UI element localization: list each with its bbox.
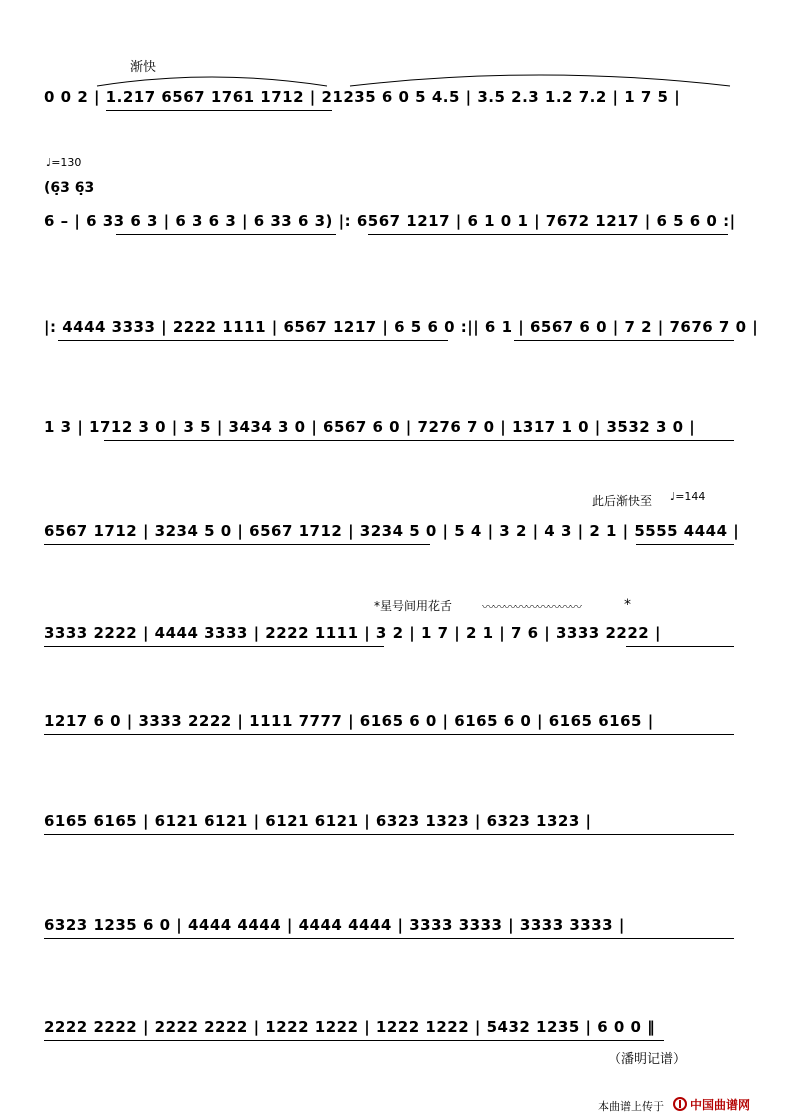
tempo-mark-130: ♩=130 — [46, 156, 82, 169]
site-logo-text: 中国曲谱网 — [690, 1098, 751, 1112]
score-line-text: 1217 6 0 | 3333 2222 | 1111 7777 | 6165 6 0 | 6165 6 0 | 6165 6165 | — [44, 712, 654, 730]
score-line-text: 6 – | 6 33 6 3 | 6 3 6 3 | 6 33 6 3) |: 6567 1217 | 6 1 0 1 | 7672 1217 | 6 5 6 0 :| — [44, 212, 736, 230]
underline — [636, 544, 734, 545]
score-line-text: 6323 1235 6 0 | 4444 4444 | 4444 4444 | 3333 3333 | 3333 3333 | — [44, 916, 625, 934]
slur-arc-2 — [348, 70, 733, 88]
score-line-7 — [0, 712, 790, 772]
score-line-4 — [0, 418, 790, 478]
score-line-text: |: 4444 3333 | 2222 1111 | 6567 1217 | 6 5 6 0 :|| 6 1 | 6567 6 0 | 7 2 | 7676 7 0 | — [44, 318, 759, 336]
flutter-wavy-line: 〰〰〰〰〰〰〰〰〰 — [482, 600, 582, 614]
underline — [44, 938, 734, 939]
underline — [368, 234, 728, 235]
score-line-9 — [0, 916, 790, 976]
underline — [58, 340, 448, 341]
underline — [116, 234, 336, 235]
underline — [44, 544, 430, 545]
intro-parenthesis: (6̣3 6̣3 — [44, 180, 95, 196]
score-line-2 — [0, 212, 790, 272]
score-line-8 — [0, 812, 790, 872]
site-logo-icon — [672, 1096, 688, 1110]
score-line-text: 6567 1712 | 3234 5 0 | 6567 1712 | 3234 5 0 | 5 4 | 3 2 | 4 3 | 2 1 | 5555 4444 | — [44, 522, 740, 540]
tempo-change-accel: 渐快 — [130, 60, 157, 75]
score-line-1 — [0, 88, 790, 148]
underline — [44, 1040, 664, 1041]
flutter-end-star: * — [624, 597, 631, 613]
upload-credit: 本曲谱上传于 — [598, 1100, 664, 1113]
slur-arc-1 — [95, 72, 330, 88]
flutter-tongue-note: *星号间用花舌 — [374, 599, 453, 613]
underline — [44, 734, 734, 735]
underline — [44, 834, 734, 835]
underline — [44, 646, 384, 647]
tempo-mark-144: ♩=144 — [670, 490, 706, 503]
score-line-6 — [0, 624, 790, 684]
transcriber-credit: （潘明记谱） — [608, 1052, 687, 1067]
underline — [514, 340, 734, 341]
score-line-text: 6165 6165 | 6121 6121 | 6121 6121 | 6323 1323 | 6323 1323 | — [44, 812, 592, 830]
score-line-text: 3333 2222 | 4444 3333 | 2222 1111 | 3 2 | 1 7 | 2 1 | 7 6 | 3333 2222 | — [44, 624, 661, 642]
score-line-3 — [0, 318, 790, 378]
tempo-accel-to: 此后渐快至 — [592, 494, 653, 508]
underline — [626, 646, 734, 647]
score-line-text: 1 3 | 1712 3 0 | 3 5 | 3434 3 0 | 6567 6 0 | 7276 7 0 | 1317 1 0 | 3532 3 0 | — [44, 418, 696, 436]
score-line-text: 0 0 2 | 1.217 6567 1761 1712 | 21235 6 0 5 4.5 | 3.5 2.3 1.2 7.2 | 1 7 5 | — [44, 88, 681, 106]
score-line-5 — [0, 522, 790, 582]
underline — [106, 110, 332, 111]
score-line-text: 2222 2222 | 2222 2222 | 1222 1222 | 1222 1222 | 5432 1235 | 6 0 0 ‖ — [44, 1018, 656, 1036]
underline — [104, 440, 734, 441]
